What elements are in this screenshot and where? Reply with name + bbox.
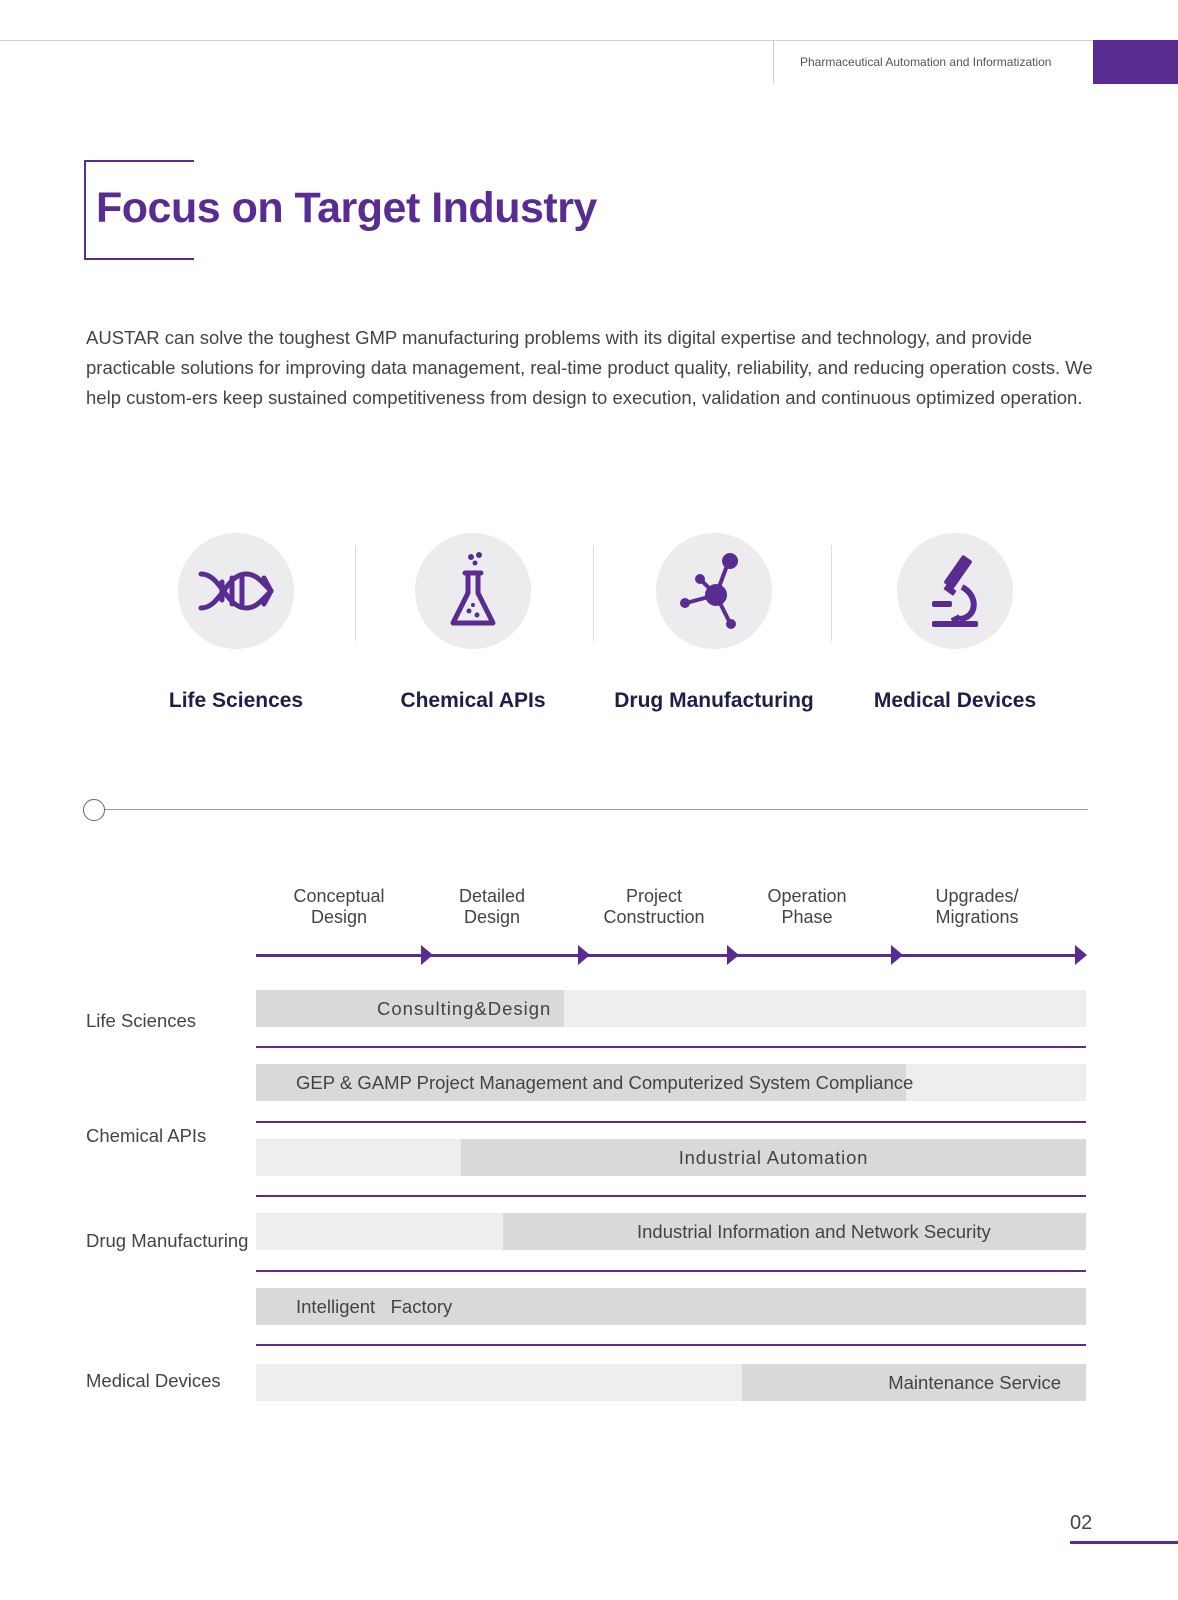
dna-icon <box>196 566 276 616</box>
timeline-start-circle <box>83 799 105 821</box>
phase-arrow-head <box>578 945 590 965</box>
phase-line1: Conceptual <box>293 886 385 906</box>
industry-label: Medical Devices <box>873 689 1037 712</box>
industry-label: Drug Manufacturing <box>614 689 814 712</box>
phase-conceptual-design <box>293 886 384 928</box>
industry-icon-circle <box>178 533 294 649</box>
service-bar-gep-gamp: GEP & GAMP Project Management and Computerized System Compliance <box>256 1064 906 1101</box>
phase-upgrades-migrations <box>935 886 1018 928</box>
service-bar-intelligent-factory: Intelligent Factory <box>256 1288 1086 1325</box>
industry-icon-circle <box>656 533 772 649</box>
service-bar-maintenance-service: Maintenance Service <box>742 1364 1086 1401</box>
molecule-icon <box>678 551 750 631</box>
phase-project-construction <box>603 886 704 928</box>
industry-drug-manufacturing <box>604 533 824 713</box>
industry-divider <box>355 545 356 641</box>
row-label-life-sciences: Life Sciences <box>86 1010 197 1031</box>
industry-medical-devices <box>845 533 1065 713</box>
phase-arrow-head <box>727 945 739 965</box>
top-rule <box>0 40 1178 41</box>
row-separator <box>256 1270 1086 1272</box>
phase-line2: Migrations <box>935 907 1019 927</box>
phase-line2: Design <box>463 907 521 927</box>
header-section-title: Pharmaceutical Automation and Informatization <box>800 55 1052 69</box>
row-separator <box>256 1344 1086 1346</box>
phase-line1: Upgrades/ <box>935 886 1019 906</box>
phase-operation-phase <box>767 886 846 928</box>
industry-icon-circle <box>897 533 1013 649</box>
intro-paragraph: AUSTAR can solve the toughest GMP manufacturing problems with its digital expertise and technology, and provide practicable solutions for improving data management, real-time product quality, reliability, and reducing operation costs. We help custom-ers keep sustained competitiveness from design to execution, validation and continuous optimized operation. <box>86 327 1093 408</box>
phase-line2: Phase <box>781 907 833 927</box>
phase-line2: Design <box>310 907 368 927</box>
industry-icon-circle <box>415 533 531 649</box>
phase-line1: Detailed <box>458 886 526 906</box>
service-bar-information-security: Industrial Information and Network Security <box>503 1213 1086 1250</box>
phase-arrow-head <box>421 945 433 965</box>
row-label-drug-manufacturing: Drug Manufacturing <box>86 1230 249 1251</box>
phase-arrow-head <box>891 945 903 965</box>
phase-line1: Project <box>625 886 683 906</box>
industry-divider <box>593 545 594 641</box>
page-title: Focus on Target Industry <box>96 184 597 232</box>
header-separator <box>773 40 774 84</box>
microscope-icon <box>922 551 988 631</box>
row-separator <box>256 1046 1086 1048</box>
industry-chemical-apis <box>363 533 583 713</box>
phase-line2: Construction <box>603 907 705 927</box>
header-accent-block <box>1093 40 1178 84</box>
phase-detailed-design <box>459 886 525 928</box>
industry-label: Life Sciences <box>168 689 304 712</box>
service-bar-consulting-design: Consulting&Design <box>256 990 564 1027</box>
row-separator <box>256 1195 1086 1197</box>
row-label-chemical-apis: Chemical APIs <box>86 1125 207 1146</box>
flask-icon <box>445 551 501 631</box>
page-number: 02 <box>1070 1512 1093 1534</box>
row-label-medical-devices: Medical Devices <box>86 1370 221 1391</box>
phase-arrow-line <box>256 954 1076 957</box>
phase-line1: Operation <box>767 886 847 906</box>
industry-label: Chemical APIs <box>400 689 546 712</box>
phase-arrow-head <box>1075 945 1087 965</box>
industry-life-sciences <box>126 533 346 713</box>
industry-divider <box>831 545 832 641</box>
service-bar-industrial-automation: Industrial Automation <box>461 1139 1086 1176</box>
page-number-rule <box>1070 1541 1178 1544</box>
row-separator <box>256 1121 1086 1123</box>
timeline-divider-line <box>105 809 1088 810</box>
